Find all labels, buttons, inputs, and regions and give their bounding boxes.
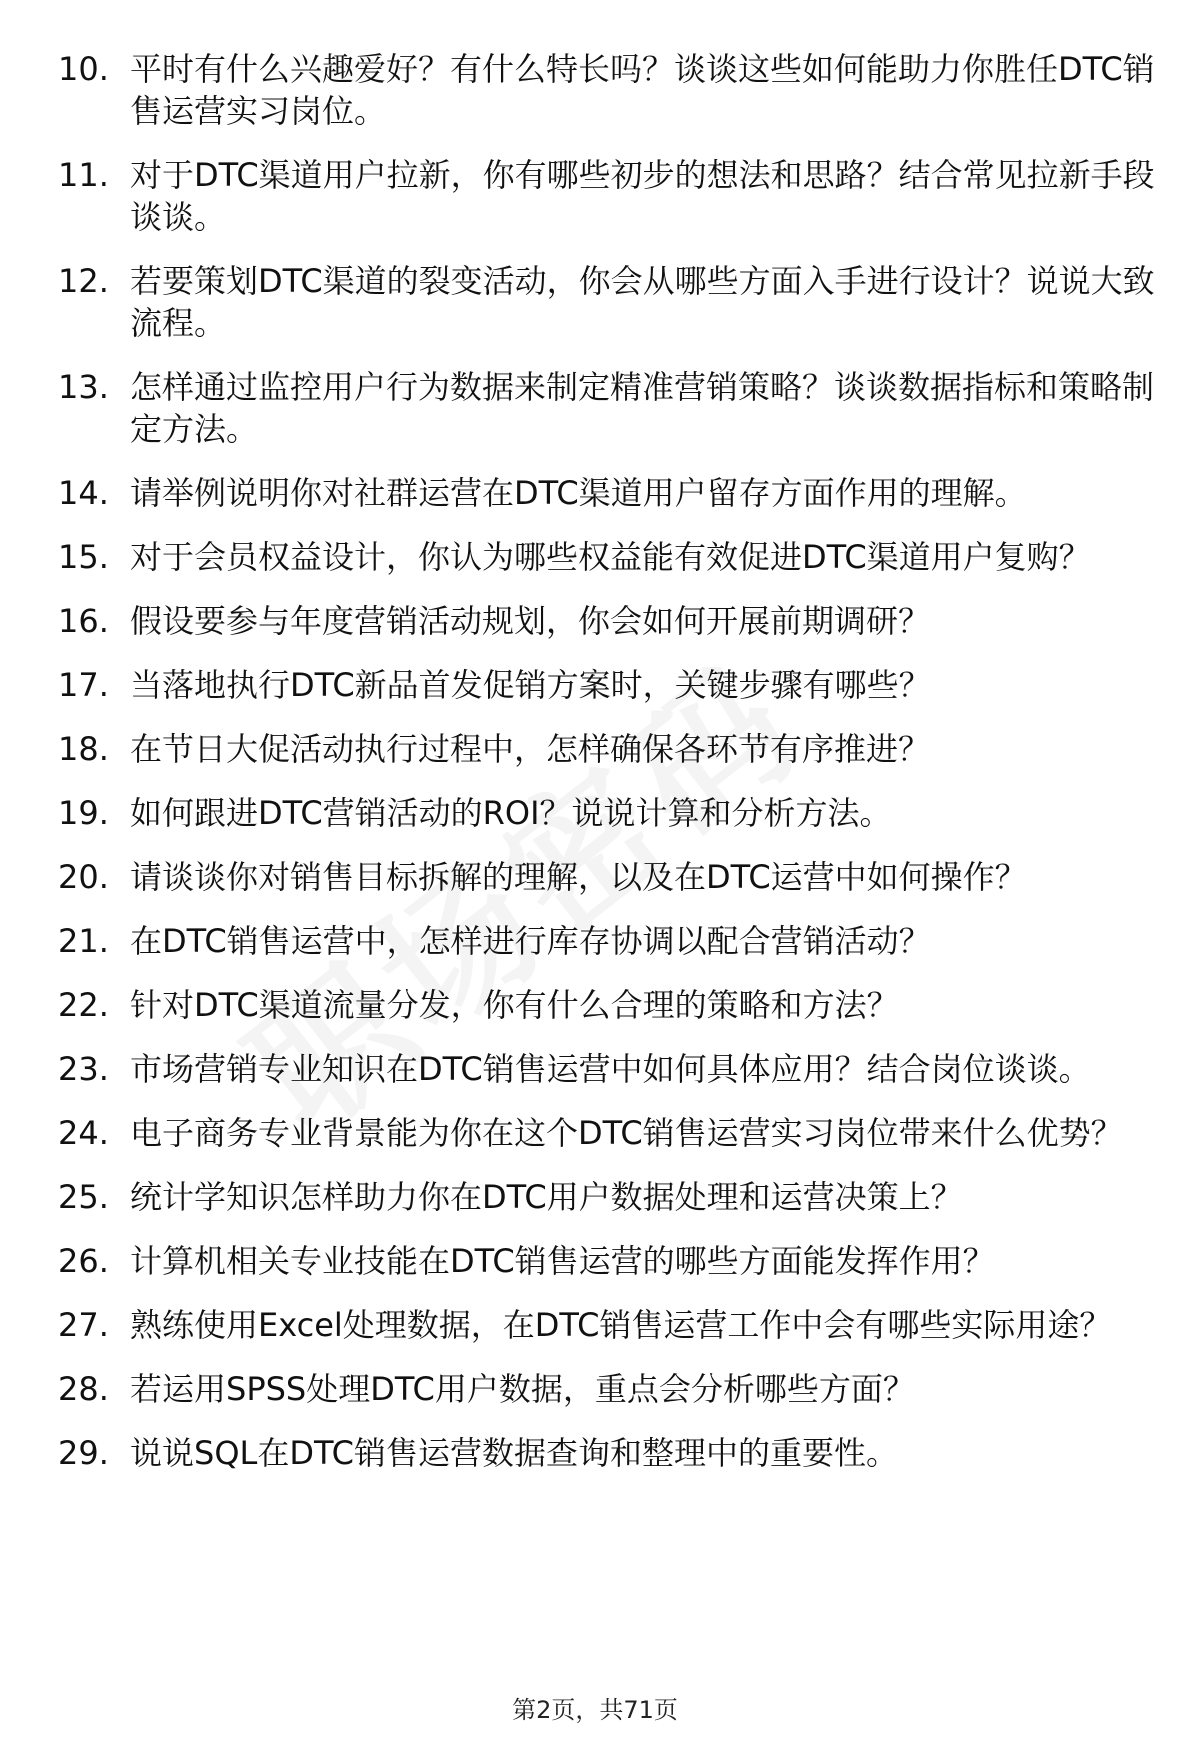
- question-text: 若要策划DTC渠道的裂变活动，你会从哪些方面入手进行设计？说说大致流程。: [130, 262, 1155, 342]
- question-text: 在DTC销售运营中，怎样进行库存协调以配合营销活动？: [130, 922, 931, 960]
- question-item-21: [0, 920, 1190, 962]
- question-item-12: [0, 260, 1190, 344]
- question-text: 若运用SPSS处理DTC用户数据，重点会分析哪些方面？: [130, 1370, 915, 1408]
- question-item-28: [0, 1368, 1190, 1410]
- question-number: 13.: [58, 368, 109, 406]
- question-text: 计算机相关专业技能在DTC销售运营的哪些方面能发挥作用？: [130, 1242, 995, 1280]
- question-text: 统计学知识怎样助力你在DTC用户数据处理和运营决策上？: [130, 1178, 963, 1216]
- question-item-16: [0, 600, 1190, 642]
- question-text: 熟练使用Excel处理数据，在DTC销售运营工作中会有哪些实际用途？: [130, 1306, 1112, 1344]
- question-text: 说说SQL在DTC销售运营数据查询和整理中的重要性。: [130, 1434, 898, 1472]
- question-number: 29.: [58, 1434, 109, 1472]
- question-text: 如何跟进DTC营销活动的ROI？说说计算和分析方法。: [130, 794, 892, 832]
- question-item-17: [0, 664, 1190, 706]
- question-text: 针对DTC渠道流量分发，你有什么合理的策略和方法？: [130, 986, 899, 1024]
- question-text: 平时有什么兴趣爱好？有什么特长吗？谈谈这些如何能助力你胜任DTC销售运营实习岗位。: [130, 50, 1155, 130]
- question-number: 28.: [58, 1370, 109, 1408]
- question-text: 对于DTC渠道用户拉新，你有哪些初步的想法和思路？结合常见拉新手段谈谈。: [130, 156, 1155, 236]
- question-text: 当落地执行DTC新品首发促销方案时，关键步骤有哪些？: [130, 666, 931, 704]
- question-item-24: [0, 1112, 1190, 1154]
- question-item-26: [0, 1240, 1190, 1282]
- question-text: 市场营销专业知识在DTC销售运营中如何具体应用？结合岗位谈谈。: [130, 1050, 1091, 1088]
- question-list: [0, 48, 1190, 1496]
- question-number: 15.: [58, 538, 109, 576]
- question-number: 24.: [58, 1114, 109, 1152]
- question-item-11: [0, 154, 1190, 238]
- question-text: 电子商务专业背景能为你在这个DTC销售运营实习岗位带来什么优势？: [130, 1114, 1123, 1152]
- question-number: 23.: [58, 1050, 109, 1088]
- question-item-20: [0, 856, 1190, 898]
- question-number: 10.: [58, 50, 109, 88]
- question-item-23: [0, 1048, 1190, 1090]
- question-text: 怎样通过监控用户行为数据来制定精准营销策略？谈谈数据指标和策略制定方法。: [130, 368, 1155, 448]
- question-item-22: [0, 984, 1190, 1026]
- question-number: 25.: [58, 1178, 109, 1216]
- question-number: 14.: [58, 474, 109, 512]
- question-item-14: [0, 472, 1190, 514]
- question-number: 18.: [58, 730, 109, 768]
- question-text: 假设要参与年度营销活动规划，你会如何开展前期调研？: [130, 602, 931, 640]
- question-number: 20.: [58, 858, 109, 896]
- question-text: 对于会员权益设计，你认为哪些权益能有效促进DTC渠道用户复购？: [130, 538, 1091, 576]
- question-text: 在节日大促活动执行过程中，怎样确保各环节有序推进？: [130, 730, 931, 768]
- question-number: 26.: [58, 1242, 109, 1280]
- question-number: 17.: [58, 666, 109, 704]
- question-text: 请谈谈你对销售目标拆解的理解，以及在DTC运营中如何操作？: [130, 858, 1027, 896]
- question-item-19: [0, 792, 1190, 834]
- question-item-15: [0, 536, 1190, 578]
- question-item-25: [0, 1176, 1190, 1218]
- question-number: 12.: [58, 262, 109, 300]
- question-item-27: [0, 1304, 1190, 1346]
- question-number: 27.: [58, 1306, 109, 1344]
- question-item-10: [0, 48, 1190, 132]
- question-item-13: [0, 366, 1190, 450]
- question-number: 16.: [58, 602, 109, 640]
- page-number: 第2页，共71页: [512, 1696, 678, 1724]
- question-number: 21.: [58, 922, 109, 960]
- question-item-29: [0, 1432, 1190, 1474]
- question-text: 请举例说明你对社群运营在DTC渠道用户留存方面作用的理解。: [130, 474, 1027, 512]
- question-item-18: [0, 728, 1190, 770]
- question-number: 19.: [58, 794, 109, 832]
- question-number: 22.: [58, 986, 109, 1024]
- question-number: 11.: [58, 156, 109, 194]
